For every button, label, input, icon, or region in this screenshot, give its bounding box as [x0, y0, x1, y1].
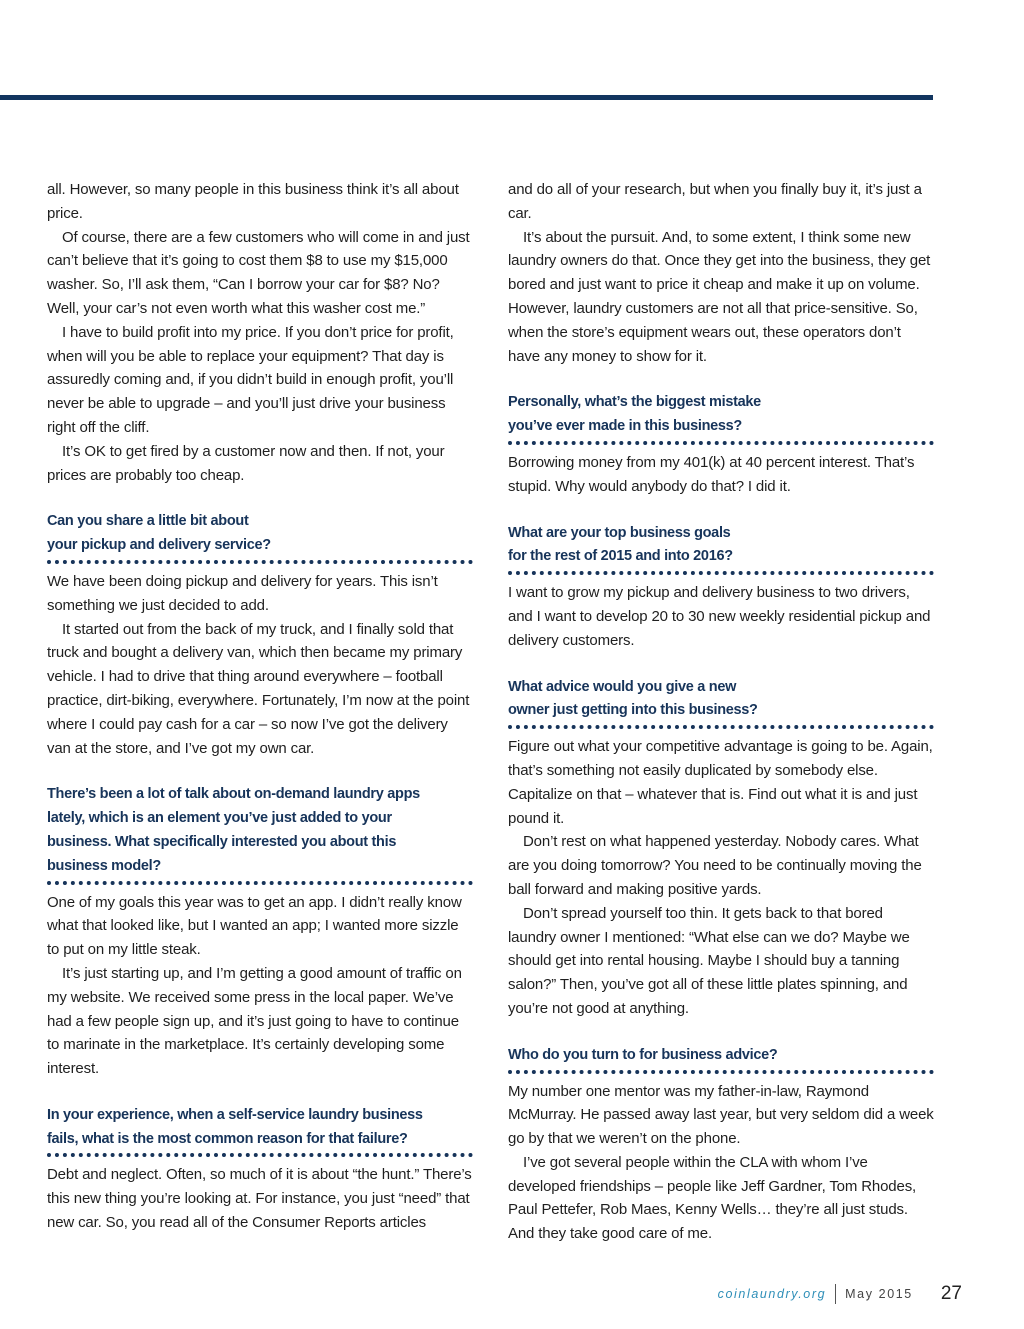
paragraph: and do all of your research, but when you finally buy it, it’s just a car. — [508, 181, 922, 222]
interview-question — [508, 391, 934, 445]
page-number: 27 — [940, 1283, 962, 1304]
paragraph: I’ve got several people within the CLA with whom I’ve developed friendships – people like Jeff Gardner, Tom Rhodes, Paul Pettefer, Rob Maes, Kenny Wells… they’re all just studs. And they take good care of me. — [508, 1153, 917, 1243]
interview-question — [47, 783, 473, 884]
question-line: fails, what is the most common reason for that failure? — [47, 1130, 408, 1147]
header-rule — [0, 95, 933, 100]
paragraph: One of my goals this year was to get an app. I didn’t really know what that looked like, but I wanted an app; I wanted more sizzle to put on my little steak. — [47, 893, 462, 959]
question-line: What are your top business goals — [508, 524, 731, 541]
question-line: In your experience, when a self-service laundry business — [47, 1106, 423, 1123]
paragraph: It’s just starting up, and I’m getting a good amount of traffic on my website. We received some press in the local paper. We’ve had a few people sign up, and it’s just going to have to continue to marinate in the marketplace. It’s certainly developing some interest. — [47, 964, 462, 1078]
question-line: business. What specifically interested you about this — [47, 833, 397, 850]
question-line: What advice would you give a new — [508, 678, 737, 695]
issue-date: May 2015 — [845, 1287, 913, 1301]
interview-question — [47, 510, 473, 564]
paragraph: Of course, there are a few customers who will come in and just can’t believe that it’s going to cost them $8 to use my $15,000 washer. So, I’ll ask them, “Can I borrow your car for $8? No? Well, your car’s not even worth what this washer cost me.” — [47, 228, 470, 317]
paragraph: I have to build profit into my price. If you don’t price for profit, when will you be able to replace your equipment? That day is assuredly coming and, if you didn’t build in enough profit, you’ll never be able to upgrade – and you’ll just drive your business right off the cliff. — [47, 323, 454, 436]
right-column — [508, 178, 934, 1246]
paragraph: Don’t spread yourself too thin. It gets back to that bored laundry owner I mentioned: “What else can we do? Maybe we should get into rental housing. Maybe I should buy a tanning salon?” Then, you’ve got all of these little plates spinning, and you’re not good at anything. — [508, 904, 910, 1017]
question-line: for the rest of 2015 and into 2016? — [508, 548, 733, 565]
question-line: owner just getting into this business? — [508, 702, 758, 719]
question-line: your pickup and delivery service? — [47, 537, 271, 554]
question-line: lately, which is an element you’ve just added to your — [47, 810, 392, 827]
site-url[interactable]: coinlaundry.org — [717, 1287, 827, 1301]
paragraph: We have been doing pickup and delivery for years. This isn’t something we just decided to add. — [47, 572, 438, 614]
question-line: business model? — [47, 857, 161, 874]
paragraph: It started out from the back of my truck, and I finally sold that truck and bought a delivery van, which then became my primary vehicle. I had to drive that thing around everywhere – football practice, dirt-biking, everywhere. Fortunately, I’m now at the point where I could pay cash for a car – so now I’ve got the delivery van at the store, and I’ve got my own car. — [47, 620, 470, 757]
paragraph: It’s about the pursuit. And, to some extent, I think some new laundry owners do that. Once they get into the business, they get bored and just want to price it cheap and make it up on volume. However, laundry customers are not all that price-sensitive. So, when the store’s equipment wears out, these operators don’t have any money to show for it. — [508, 228, 931, 365]
paragraph: I want to grow my pickup and delivery business to two drivers, and I want to develop 20 to 30 new weekly residential pickup and delivery customers. — [508, 584, 931, 649]
question-line: Who do you turn to for business advice? — [508, 1046, 778, 1063]
question-line: Personally, what’s the biggest mistake — [508, 394, 761, 411]
paragraph: Don’t rest on what happened yesterday. Nobody cares. What are you doing tomorrow? You need to be continually moving the ball forward and making positive yards. — [508, 833, 922, 898]
question-line: Can you share a little bit about — [47, 513, 249, 530]
paragraph: It’s OK to get fired by a customer now and then. If not, your prices are probably too cheap. — [47, 442, 445, 484]
paragraph: Debt and neglect. Often, so much of it is about “the hunt.” There’s this new thing you’re looking at. For instance, you just “need” that new car. So, you read all of the Consumer Reports articles — [47, 1166, 472, 1232]
left-column — [47, 178, 473, 1235]
question-line: you’ve ever made in this business? — [508, 418, 742, 435]
page-footer — [718, 1283, 962, 1305]
interview-question — [47, 1104, 473, 1158]
paragraph: Figure out what your competitive advantage is going to be. Again, that’s something not easily duplicated by somebody else. Capitalize on that – whatever that is. Find out what it is and just pound it. — [508, 738, 933, 827]
paragraph: Borrowing money from my 401(k) at 40 percent interest. That’s stupid. Why would anybody do that? I did it. — [508, 453, 915, 495]
interview-question — [508, 676, 934, 730]
paragraph: all. However, so many people in this business think it’s all about price. — [47, 181, 459, 222]
interview-question — [508, 1044, 934, 1074]
interview-question — [508, 522, 934, 576]
footer-divider — [835, 1284, 836, 1304]
paragraph: My number one mentor was my father-in-law, Raymond McMurray. He passed away last year, but very seldom did a week go by that we weren’t on the phone. — [508, 1082, 934, 1148]
question-line: There’s been a lot of talk about on-demand laundry apps — [47, 786, 420, 803]
